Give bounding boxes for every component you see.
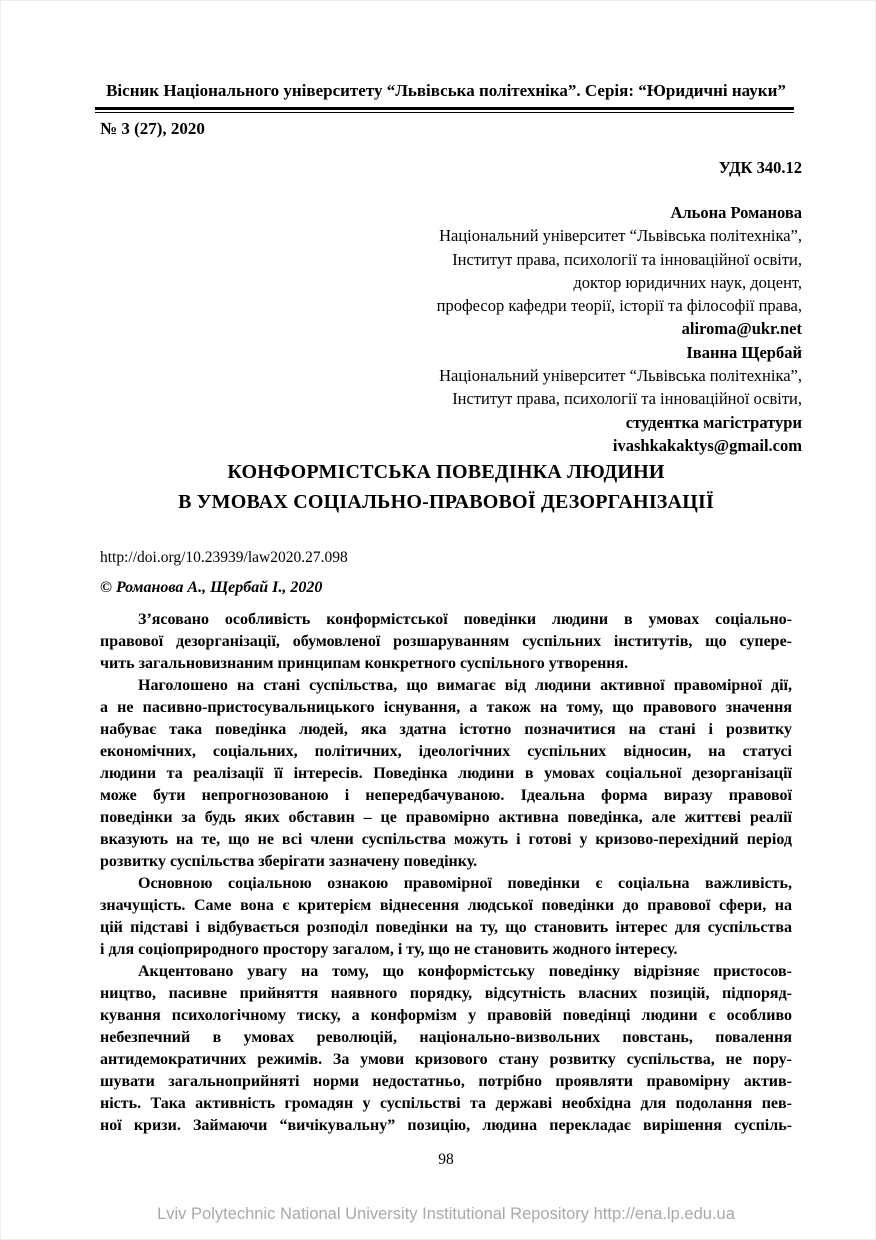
abstract-line: вказують на те, що не всі члени суспільства можуть і готові у кризово-перехідний період (100, 831, 792, 849)
article-title-line-2: В УМОВАХ СОЦІАЛЬНО-ПРАВОВОЇ ДЕЗОРГАНІЗАЦІЇ (178, 491, 714, 514)
abstract-line: Акцентовано увагу на тому, що конформістську поведінку відрізняє пристосов- (138, 963, 792, 981)
abstract-line: антидемократичних режимів. За умови кризового стану розвитку суспільства, не пору- (100, 1051, 792, 1069)
article-title-line-1: КОНФОРМІСТСЬКА ПОВЕДІНКА ЛЮДИНИ (227, 461, 665, 484)
copyright-line: © Романова А., Щербай І., 2020 (100, 579, 323, 597)
affiliation-line: Національний університет “Львівська політехніка”, (439, 366, 802, 386)
authors-block (100, 201, 802, 457)
abstract-line: набуває така поведінка людей, яка здатна істотно позначитися на стані і розвитку (100, 721, 792, 739)
page-number: 98 (438, 1151, 454, 1169)
abstract-line: Наголошено на стані суспільства, що вимагає від людини активної правомірної дії, (138, 677, 792, 695)
author-name-line: ivashkakaktys@gmail.com (612, 435, 802, 455)
abstract-line: економічних, соціальних, політичних, ідеологічних суспільних відносин, на статусі (100, 743, 792, 761)
affiliation-line: професор кафедри теорії, історії та філософії права, (436, 296, 802, 316)
abstract-line: може бути непрогнозованою і непередбачуваною. Ідеальна форма виразу правової (100, 787, 792, 805)
abstract-line: Основною соціальною ознакою правомірної поведінки є соціальна важливість, (138, 875, 792, 893)
author-name-line: aliroma@ukr.net (681, 319, 802, 339)
affiliation-line: доктор юридичних наук, доцент, (573, 272, 802, 292)
udc-code: УДК 340.12 (718, 158, 802, 177)
abstract-line: кування психологічному тиску, а конформізм у правовій поведінці людини є особливо (100, 1007, 792, 1025)
abstract (100, 609, 792, 1137)
affiliation-line: Інститут права, психології та інноваційної освіти, (452, 249, 802, 269)
abstract-line: розвитку суспільства зберігати зазначену поведінку. (100, 853, 478, 871)
abstract-line: і для соціоприродного простору загалом, і ту, що не становить жодного інтересу. (100, 941, 678, 959)
affiliation-line: Інститут права, психології та інноваційної освіти, (452, 389, 802, 409)
author-name-line: студентка магістратури (625, 412, 802, 432)
abstract-line: чить загальновизнаним принципам конкретного суспільного утворення. (100, 655, 629, 673)
abstract-line: З’ясовано особливість конформістської поведінки людини в умовах соціально- (138, 611, 792, 629)
repository-watermark: Lviv Polytechnic National University Institutional Repository http://ena.lp.edu.ua (157, 1205, 735, 1224)
abstract-line: ництво, пасивне прийняття наявного порядку, відсутність власних позицій, підпоряд- (100, 985, 792, 1003)
author-name-line: Іванна Щербай (686, 342, 802, 362)
author-name-line: Альона Романова (670, 203, 802, 222)
abstract-line: а не пасивно-пристосувальницького існування, а також на тому, що правового значення (100, 699, 792, 717)
abstract-line: значущість. Саме вона є критерієм віднесення людської поведінки до правової сфери, на (100, 897, 792, 915)
header-double-rule (95, 107, 794, 113)
abstract-line: ність. Така активність громадян у суспільстві та державі необхідна для подолання пев- (100, 1095, 792, 1113)
journal-issue-line: № 3 (27), 2020 (100, 119, 205, 138)
abstract-line: шувати загальноприйняті норми недостатньо, потрібно проявляти правомірну актив- (100, 1073, 792, 1091)
abstract-line: людини та реалізації її інтересів. Поведінка людини в умовах соціальної дезорганізації (100, 765, 792, 783)
abstract-line: небезпечний в умовах революцій, національно-визвольних повстань, повалення (100, 1029, 792, 1047)
abstract-line: правової дезорганізації, обумовленої розшаруванням суспільних інститутів, що супере- (100, 633, 792, 651)
abstract-line: ної кризи. Займаючи “вичікувальну” позицію, людина перекладає вирішення суспіль- (100, 1117, 792, 1135)
abstract-line: поведінки за будь яких обставин – це правомірно активна поведінка, але життєві реалії (100, 809, 792, 827)
journal-header-title: Вісник Національного університету “Львівська політехніка”. Серія: “Юридичні науки” (106, 81, 786, 100)
doi-link: http://doi.org/10.23939/law2020.27.098 (100, 549, 348, 567)
abstract-line: цій підставі і відбувається розподіл поведінки на ту, що становить інтерес для суспільства (100, 919, 792, 937)
article-title (100, 457, 792, 517)
affiliation-line: Національний університет “Львівська політехніка”, (439, 226, 802, 246)
